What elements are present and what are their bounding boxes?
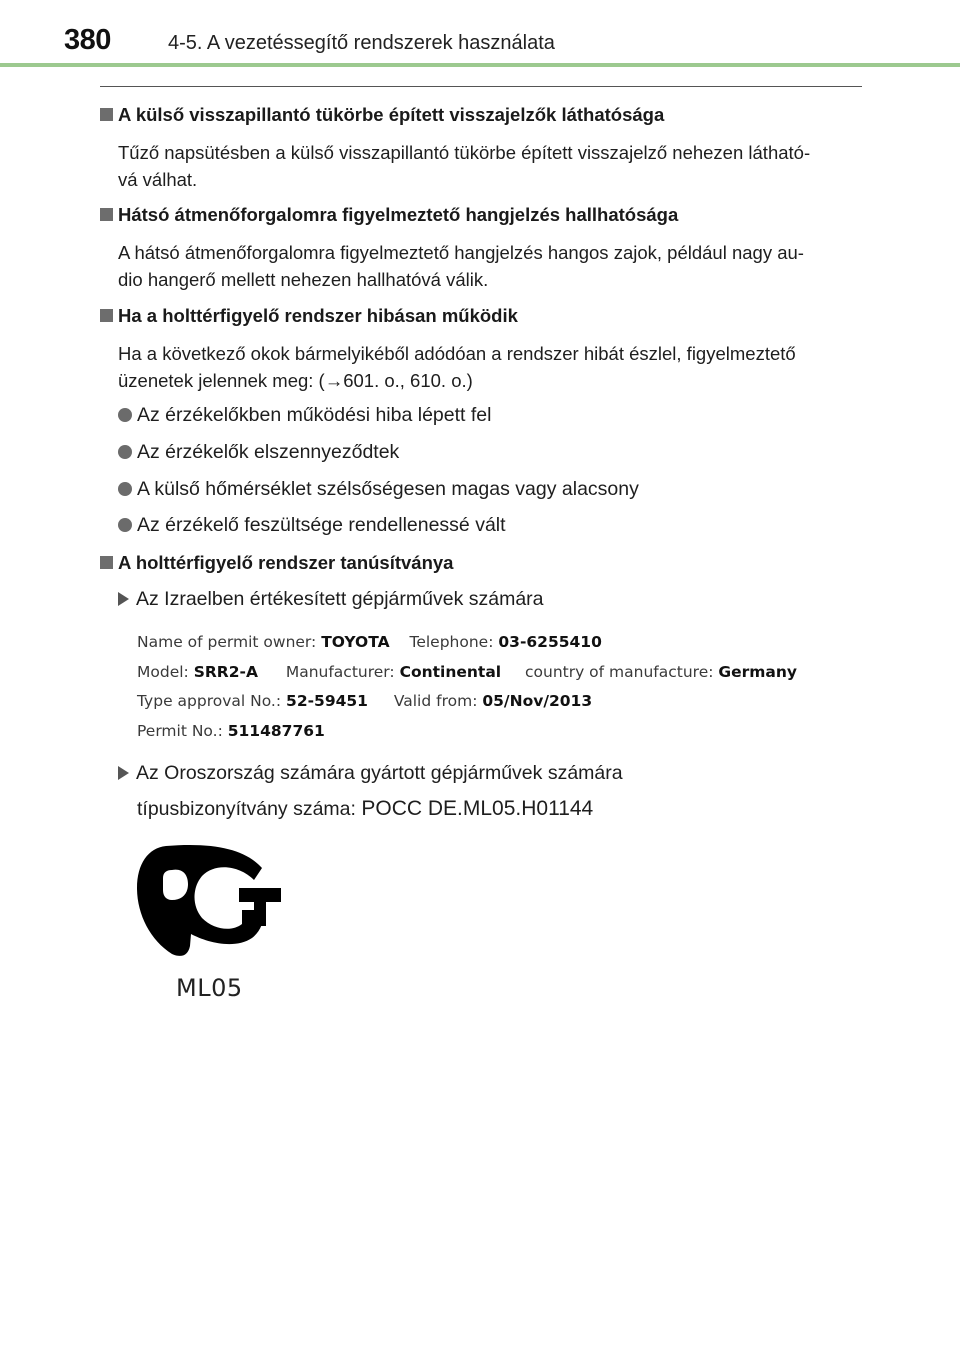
russia-heading: Az Oroszország számára gyártott gépjárművek számára: [118, 762, 623, 785]
page-number: 380: [64, 24, 111, 56]
round-bullet-icon: [118, 408, 132, 422]
section-text-mirror-indicator: Tűző napsütésben a külső visszapillantó tükörbe épített visszajelző nehezen látható- vá válhat.: [118, 142, 811, 190]
page-header: [0, 0, 960, 72]
permit-line-type-approval: Type approval No.: 52-59451 Valid from: 05/Nov/2013: [137, 692, 593, 710]
pct-certification-logo-icon: [136, 844, 282, 960]
square-bullet-icon: [100, 208, 113, 221]
square-bullet-icon: [100, 309, 113, 322]
section-text-rear-cross-traffic-buzzer: A hátsó átmenőforgalomra figyelmeztető hangjelzés hangos zajok, például nagy au- dio hangerő mellett nehezen hallhatóvá válik.: [118, 242, 804, 290]
round-bullet-icon: [118, 518, 132, 532]
section-title-mirror-indicator: A külső visszapillantó tükörbe épített visszajelzők láthatósága: [100, 104, 664, 126]
list-item: A külső hőmérséklet szélsőségesen magas vagy alacsony: [118, 478, 639, 501]
content-top-rule: [100, 86, 862, 87]
list-item: Az érzékelőkben működési hiba lépett fel: [118, 404, 491, 427]
section-title-rear-cross-traffic-buzzer: Hátsó átmenőforgalomra figyelmeztető hangjelzés hallhatósága: [100, 204, 678, 226]
header-divider: [0, 63, 960, 67]
list-item: Az érzékelő feszültsége rendellenessé vált: [118, 514, 506, 537]
section-title-certification: A holttérfigyelő rendszer tanúsítványa: [100, 552, 453, 574]
round-bullet-icon: [118, 482, 132, 496]
permit-line-owner: Name of permit owner: TOYOTA Telephone: 03-6255410: [137, 633, 602, 651]
round-bullet-icon: [118, 445, 132, 459]
list-item: Az érzékelők elszennyeződtek: [118, 441, 399, 464]
israel-heading: Az Izraelben értékesített gépjárművek számára: [118, 588, 544, 611]
triangle-bullet-icon: [118, 592, 129, 606]
chapter-title: 4-5. A vezetéssegítő rendszerek használata: [168, 32, 555, 54]
permit-line-model: Model: SRR2-A Manufacturer: Continental country of manufacture: Germany: [137, 663, 798, 681]
russia-certificate-number: típusbizonyítvány száma: POCC DE.ML05.H01144: [137, 797, 594, 820]
permit-line-permit-no: Permit No.: 511487761: [137, 722, 325, 740]
section-title-bsm-malfunction: Ha a holttérfigyelő rendszer hibásan működik: [100, 305, 518, 327]
section-text-bsm-malfunction: Ha a következő okok bármelyikéből adódóan a rendszer hibát észlel, figyelmeztető üzenetek jelennek meg: (→601. o., 610. o.): [118, 343, 796, 391]
logo-caption: ML05: [176, 974, 243, 1002]
square-bullet-icon: [100, 108, 113, 121]
triangle-bullet-icon: [118, 766, 129, 780]
square-bullet-icon: [100, 556, 113, 569]
